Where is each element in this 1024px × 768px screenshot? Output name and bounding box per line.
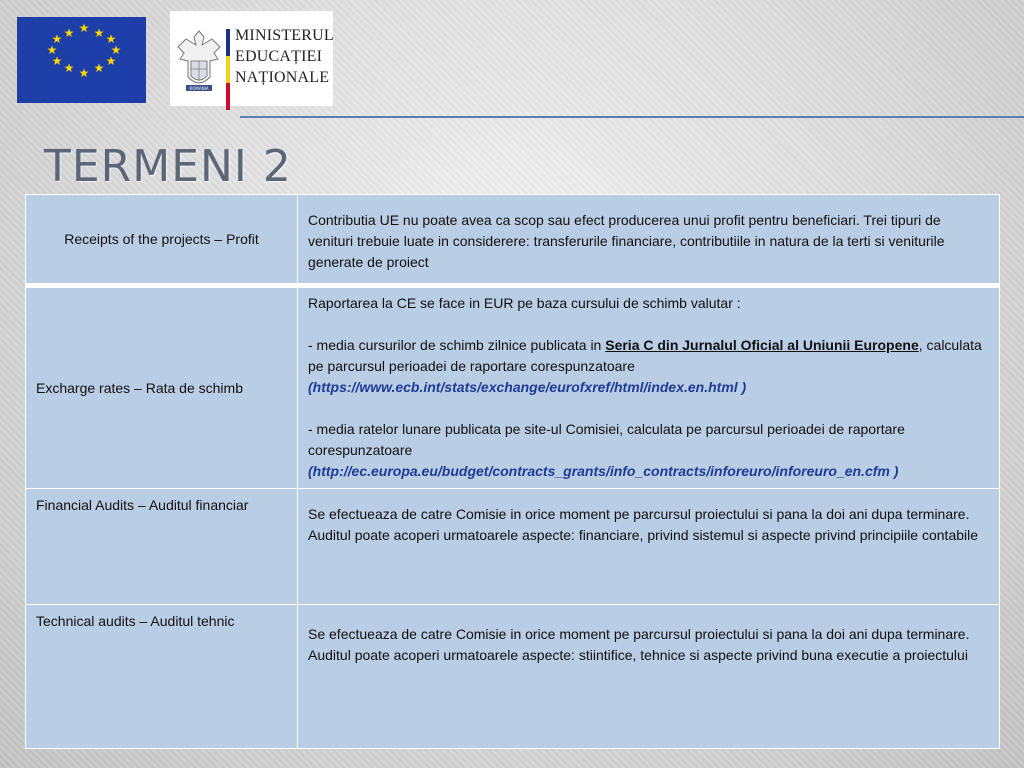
crest-caption: ROMANIA (189, 86, 209, 91)
table-row (26, 195, 1000, 286)
definition-cell (298, 489, 1000, 605)
eu-flag-logo (17, 17, 146, 103)
star-icon: ★ (51, 54, 63, 68)
star-icon: ★ (78, 66, 90, 80)
star-icon: ★ (63, 61, 75, 75)
term-cell: Receipts of the projects – Profit (26, 195, 298, 286)
terms-table (25, 194, 1000, 749)
tricolor-red (226, 83, 230, 110)
star-icon: ★ (105, 54, 117, 68)
definition-line-2: Auditul poate acoperi urmatoarele aspecte: financiare, privind sistemul si aspecte privind principiile contabile (308, 527, 979, 543)
ministry-line-2: EDUCAȚIEI (235, 48, 323, 65)
ministry-logo (170, 11, 333, 106)
star-icon: ★ (51, 32, 63, 46)
star-icon: ★ (110, 43, 122, 57)
term-cell: Excharge rates – Rata de schimb (26, 286, 298, 489)
inforeuro-url-link[interactable]: (http://ec.europa.eu/budget/contracts_grants/info_contracts/inforeuro/inforeuro_en.cfm ) (308, 463, 899, 479)
table-row (26, 286, 1000, 489)
definition-intro: Raportarea la CE se face in EUR pe baza cursului de schimb valutar : (308, 295, 741, 311)
definition-cell: Contributia UE nu poate avea ca scop sau efect producerea unui profit pentru beneficiari. Trei tipuri de venituri trebuie luate in considerere: transferurile financiare, contributiile in natura de la terti si veniturile generate de proiect (298, 195, 1000, 286)
paragraph-spacer (308, 398, 989, 419)
term-cell: Technical audits – Auditul tehnic (26, 605, 298, 749)
header-divider (240, 116, 1024, 118)
definition-line-1: Se efectueaza de catre Comisie in orice moment pe parcursul proiectului si pana la doi ani dupa terminare. (308, 626, 970, 642)
star-icon: ★ (46, 43, 58, 57)
bullet-1-text: - media cursurilor de schimb zilnice publicata in (308, 337, 606, 353)
star-icon: ★ (93, 61, 105, 75)
star-icon: ★ (93, 26, 105, 40)
definition-bullet-1 (308, 335, 989, 377)
ministry-line-3: NAȚIONALE (235, 69, 330, 86)
definition-bullet-2: - media ratelor lunare publicata pe site-ul Comisiei, calculata pe parcursul perioadei de raportare corespunzatoare (308, 421, 905, 458)
ecb-url-link[interactable]: (https://www.ecb.int/stats/exchange/eurofxref/html/index.en.html ) (308, 379, 747, 395)
tricolor-blue (226, 29, 230, 56)
definition-cell (298, 605, 1000, 749)
term-cell: Financial Audits – Auditul financiar (26, 489, 298, 605)
star-icon: ★ (63, 26, 75, 40)
star-icon: ★ (105, 32, 117, 46)
ministry-line-1: MINISTERUL (235, 27, 334, 44)
star-icon: ★ (78, 21, 90, 35)
table-row (26, 605, 1000, 749)
table-row (26, 489, 1000, 605)
page-title: TERMENI 2 (44, 141, 292, 192)
official-journal-link[interactable]: Seria C din Jurnalul Oficial al Uniunii Europene (605, 337, 919, 353)
definition-line-1: Se efectueaza de catre Comisie in orice moment pe parcursul proiectului si pana la doi ani dupa terminare. (308, 506, 970, 522)
romanian-coat-of-arms-icon (176, 27, 222, 93)
bullet-1-text-cont: , calculata pe parcursul perioadei de raportare corespunzatoare (308, 337, 982, 374)
paragraph-spacer (308, 314, 989, 335)
definition-line-2: Auditul poate acoperi urmatoarele aspecte: stiintifice, tehnice si aspecte privind buna executie a proiectului (308, 647, 968, 663)
tricolor-yellow (226, 56, 230, 83)
definition-cell (298, 286, 1000, 489)
ministry-name (235, 25, 334, 88)
